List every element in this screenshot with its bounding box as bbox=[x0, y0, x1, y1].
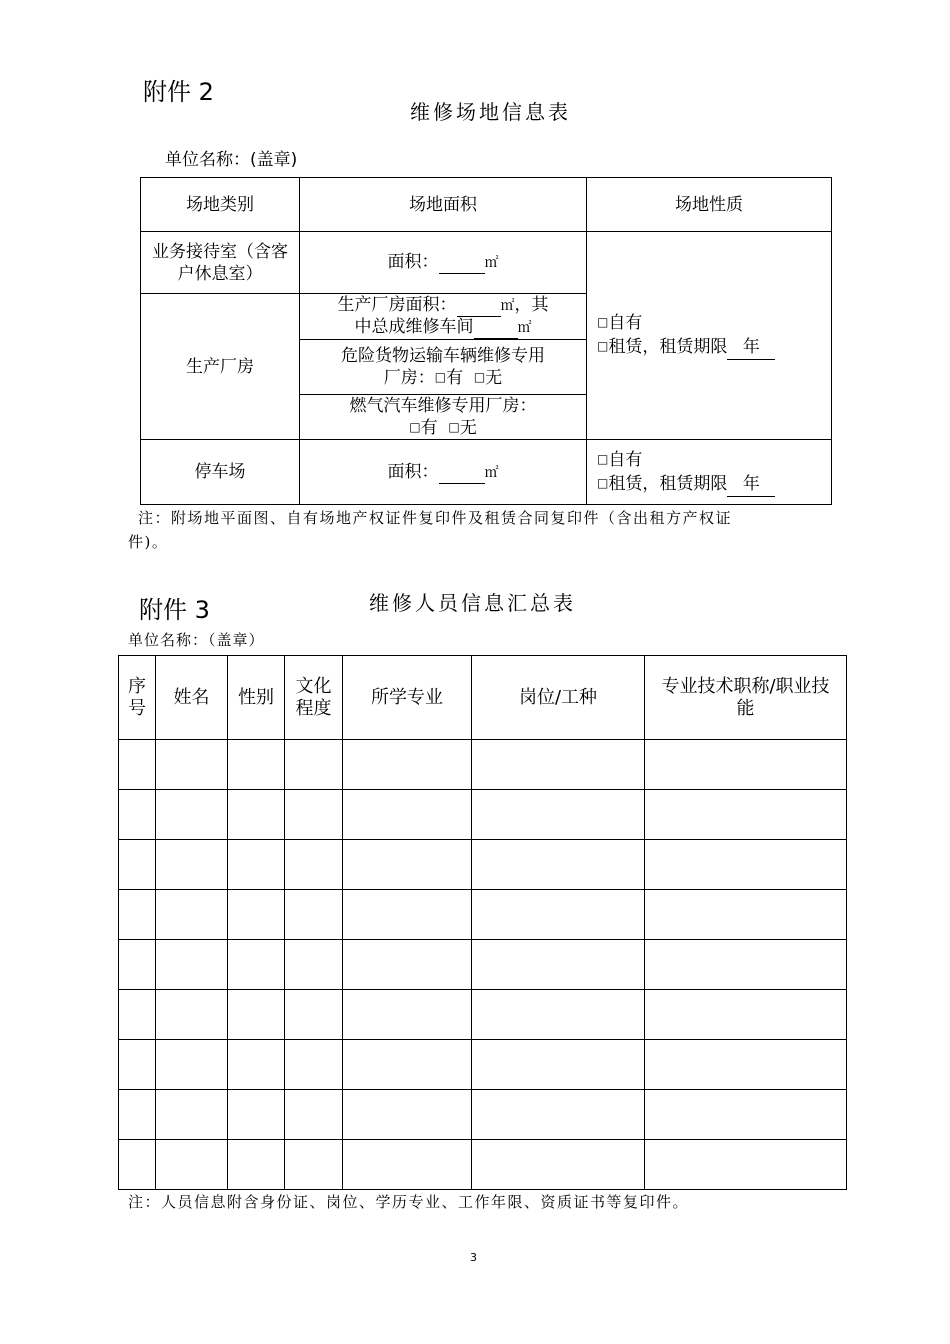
table-cell[interactable] bbox=[343, 1040, 472, 1090]
gas-plant bbox=[300, 395, 587, 440]
table-cell[interactable] bbox=[472, 1040, 645, 1090]
reception-category-text: 业务接待室（含客户休息室） bbox=[152, 241, 288, 284]
table-cell[interactable] bbox=[285, 740, 343, 790]
hazard-plant-line2: 厂房： bbox=[383, 367, 435, 388]
table-cell[interactable] bbox=[285, 1040, 343, 1090]
venue-nature-cell bbox=[587, 232, 832, 440]
table-cell[interactable] bbox=[343, 890, 472, 940]
table-cell[interactable] bbox=[228, 1140, 285, 1190]
table-cell[interactable] bbox=[119, 1140, 156, 1190]
table-cell[interactable] bbox=[343, 940, 472, 990]
table-cell[interactable] bbox=[119, 1090, 156, 1140]
table-cell[interactable] bbox=[228, 940, 285, 990]
attachment2-note bbox=[128, 506, 828, 554]
table-cell[interactable] bbox=[645, 890, 847, 940]
parking-lease-label: 租赁，租赁期限 bbox=[608, 473, 728, 494]
table-cell[interactable] bbox=[156, 840, 228, 890]
table-cell[interactable] bbox=[645, 740, 847, 790]
table-cell[interactable] bbox=[343, 1090, 472, 1140]
header-venue-nature: 场地性质 bbox=[587, 178, 832, 232]
attachment3-unit-label: 单位名称：（盖章） bbox=[128, 631, 265, 649]
table-cell[interactable] bbox=[228, 890, 285, 940]
table-cell[interactable] bbox=[119, 990, 156, 1040]
table-cell[interactable] bbox=[156, 940, 228, 990]
page-number: 3 bbox=[470, 1251, 477, 1264]
table-row bbox=[119, 740, 847, 790]
attachment3-note: 注：人员信息附含身份证、岗位、学历专业、工作年限、资质证书等复印件。 bbox=[128, 1193, 690, 1211]
table-cell[interactable] bbox=[285, 940, 343, 990]
table-cell[interactable] bbox=[472, 790, 645, 840]
reception-area-label: 面积： bbox=[387, 252, 439, 272]
parking-lease-checkbox[interactable]: □ bbox=[597, 475, 609, 490]
reception-category bbox=[141, 232, 300, 294]
lease-label: 租赁，租赁期限 bbox=[608, 337, 728, 357]
header-venue-category: 场地类别 bbox=[141, 178, 300, 232]
gas-yes-checkbox[interactable]: □ bbox=[409, 419, 421, 434]
table-cell[interactable] bbox=[119, 790, 156, 840]
header-major: 所学专业 bbox=[343, 656, 472, 740]
header-venue-area: 场地面积 bbox=[300, 178, 587, 232]
table-cell[interactable] bbox=[285, 1140, 343, 1190]
lease-year: 年 bbox=[727, 336, 775, 360]
workshop-area-unit: ㎡ bbox=[517, 319, 532, 336]
table-cell[interactable] bbox=[119, 1040, 156, 1090]
table-cell[interactable] bbox=[156, 1040, 228, 1090]
table-cell[interactable] bbox=[228, 790, 285, 840]
table-cell[interactable] bbox=[119, 740, 156, 790]
table-row bbox=[119, 940, 847, 990]
header-title-skill: 专业技术职称/职业技能 bbox=[661, 675, 830, 719]
own-checkbox[interactable]: □ bbox=[597, 315, 609, 329]
parking-own-label: 自有 bbox=[608, 449, 643, 470]
reception-area bbox=[300, 232, 587, 294]
table-cell[interactable] bbox=[119, 840, 156, 890]
hazard-yes-checkbox[interactable]: □ bbox=[434, 369, 447, 384]
table-cell[interactable] bbox=[472, 1090, 645, 1140]
table-cell[interactable] bbox=[343, 740, 472, 790]
table-cell[interactable] bbox=[343, 1140, 472, 1190]
header-gender: 性别 bbox=[228, 656, 285, 740]
hazard-no-label: 无 bbox=[485, 367, 503, 388]
gas-plant-line1: 燃气汽车维修专用厂房： bbox=[349, 395, 537, 416]
table-cell[interactable] bbox=[156, 1140, 228, 1190]
attachment2-title: 维修场地信息表 bbox=[410, 100, 571, 124]
header-seq: 序号 bbox=[128, 675, 146, 719]
table-row bbox=[119, 790, 847, 840]
table-row bbox=[119, 990, 847, 1040]
table-cell[interactable] bbox=[156, 890, 228, 940]
parking-category: 停车场 bbox=[141, 440, 300, 505]
header-position: 岗位/工种 bbox=[472, 656, 645, 740]
parking-area bbox=[300, 440, 587, 505]
gas-no-label: 无 bbox=[459, 417, 477, 438]
plant-area-line1: 生产厂房面积： bbox=[337, 294, 457, 315]
table-cell[interactable] bbox=[285, 1090, 343, 1140]
attachment2-label: 附件 2 bbox=[143, 78, 214, 106]
table-cell[interactable] bbox=[119, 890, 156, 940]
table-cell[interactable] bbox=[645, 1140, 847, 1190]
table-row bbox=[119, 840, 847, 890]
parking-area-label: 面积： bbox=[387, 461, 439, 482]
table-row bbox=[119, 1090, 847, 1140]
table-cell[interactable] bbox=[156, 790, 228, 840]
table-cell[interactable] bbox=[228, 1040, 285, 1090]
lease-checkbox[interactable]: □ bbox=[597, 339, 609, 353]
parking-own-checkbox[interactable]: □ bbox=[597, 451, 609, 466]
plant-category: 生产厂房 bbox=[141, 294, 300, 440]
own-label: 自有 bbox=[608, 313, 643, 333]
table-cell[interactable] bbox=[645, 1090, 847, 1140]
table-cell[interactable] bbox=[285, 890, 343, 940]
plant-area-line1-tail: ，其 bbox=[514, 294, 549, 315]
hazard-yes-label: 有 bbox=[446, 367, 464, 388]
parking-area-unit: ㎡ bbox=[484, 464, 499, 481]
table-cell[interactable] bbox=[285, 990, 343, 1040]
gas-no-checkbox[interactable]: □ bbox=[448, 419, 460, 434]
table-cell[interactable] bbox=[645, 1040, 847, 1090]
staff-info-table bbox=[118, 655, 847, 1190]
table-cell[interactable] bbox=[343, 840, 472, 890]
table-cell[interactable] bbox=[645, 940, 847, 990]
parking-lease-year: 年 bbox=[727, 473, 775, 497]
table-cell[interactable] bbox=[472, 890, 645, 940]
table-cell[interactable] bbox=[645, 990, 847, 1040]
table-row bbox=[119, 890, 847, 940]
table-cell[interactable] bbox=[472, 1140, 645, 1190]
table-cell[interactable] bbox=[119, 940, 156, 990]
workshop-area-label: 中总成维修车间 bbox=[354, 316, 474, 337]
table-cell[interactable] bbox=[285, 840, 343, 890]
table-cell[interactable] bbox=[228, 1090, 285, 1140]
header-name: 姓名 bbox=[156, 656, 228, 740]
table-cell[interactable] bbox=[228, 740, 285, 790]
attachment2-note-line1: 注：附场地平面图、自有场地产权证件复印件及租赁合同复印件（含出租方产权证 bbox=[138, 509, 733, 527]
table-cell[interactable] bbox=[228, 990, 285, 1040]
staff-rows bbox=[119, 740, 847, 1190]
table-row bbox=[119, 1140, 847, 1190]
hazard-no-checkbox[interactable]: □ bbox=[473, 369, 486, 384]
parking-nature bbox=[587, 440, 832, 505]
table-row bbox=[119, 1040, 847, 1090]
table-cell[interactable] bbox=[343, 990, 472, 1040]
table-cell[interactable] bbox=[645, 790, 847, 840]
table-cell[interactable] bbox=[472, 940, 645, 990]
staff-header-row bbox=[119, 656, 847, 740]
table-cell[interactable] bbox=[156, 1090, 228, 1140]
attachment3-title: 维修人员信息汇总表 bbox=[369, 591, 576, 615]
hazard-plant bbox=[300, 340, 587, 395]
table-cell[interactable] bbox=[472, 740, 645, 790]
plant-area-unit: ㎡ bbox=[500, 297, 515, 314]
table-cell[interactable] bbox=[645, 840, 847, 890]
plant-area bbox=[300, 294, 587, 340]
attachment2-note-line2: 件)。 bbox=[128, 533, 169, 551]
header-education: 文化程度 bbox=[295, 675, 332, 719]
table-cell[interactable] bbox=[285, 790, 343, 840]
table-cell[interactable] bbox=[472, 840, 645, 890]
attachment2-unit-label: 单位名称：(盖章) bbox=[165, 150, 298, 170]
table-cell[interactable] bbox=[156, 990, 228, 1040]
table-cell[interactable] bbox=[156, 740, 228, 790]
reception-area-unit: ㎡ bbox=[484, 255, 499, 271]
hazard-plant-line1: 危险货物运输车辆维修专用 bbox=[341, 345, 545, 366]
table-cell[interactable] bbox=[228, 840, 285, 890]
table-cell[interactable] bbox=[343, 790, 472, 840]
venue-info-table bbox=[140, 177, 832, 505]
table-cell[interactable] bbox=[472, 990, 645, 1040]
gas-yes-label: 有 bbox=[420, 417, 438, 438]
attachment3-label: 附件 3 bbox=[139, 596, 210, 624]
